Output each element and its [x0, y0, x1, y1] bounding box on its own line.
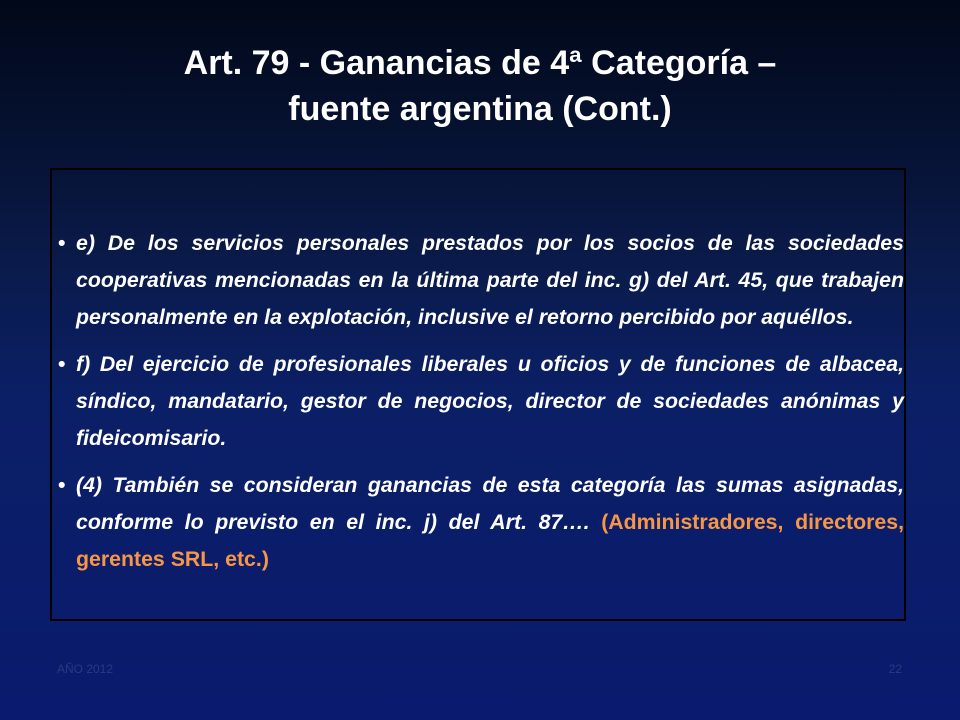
- bullet-marker: •: [58, 473, 66, 497]
- bullet-item-f: [58, 346, 904, 457]
- bullet-marker: •: [58, 231, 66, 255]
- bullet-text: f) Del ejercicio de profesionales liberales u oficios y de funciones de albacea, síndico, mandatario, gestor de negocios, director de sociedades anónimas y fideicomisario.: [76, 352, 904, 450]
- slide-title-line-1: Art. 79 - Ganancias de 4ª Categoría –: [183, 44, 777, 82]
- bullet-text: e) De los servicios personales prestados por los socios de las sociedades cooperativas mencionadas en la última parte del inc. g) del Art. 45, que trabajen personalmente en la explotación, inclusive el retorno percibido por aquéllos.: [76, 231, 904, 329]
- slide-title: [60, 40, 900, 132]
- footer-year: AÑO 2012: [57, 662, 114, 676]
- bullet-list: [58, 225, 904, 588]
- bullet-item-4: [58, 467, 904, 578]
- bullet-item-e: [58, 225, 904, 336]
- bullet-marker: •: [58, 352, 66, 376]
- slide-number: 22: [888, 662, 902, 676]
- slide-title-line-2: fuente argentina (Cont.): [288, 90, 672, 128]
- bullet-highlight-text: (Administradores, directores, gerentes SRL, etc.): [76, 510, 904, 571]
- bullet-text: (4) También se consideran ganancias de esta categoría las sumas asignadas, conforme lo previsto en el inc. j) del Art. 87….: [76, 473, 904, 534]
